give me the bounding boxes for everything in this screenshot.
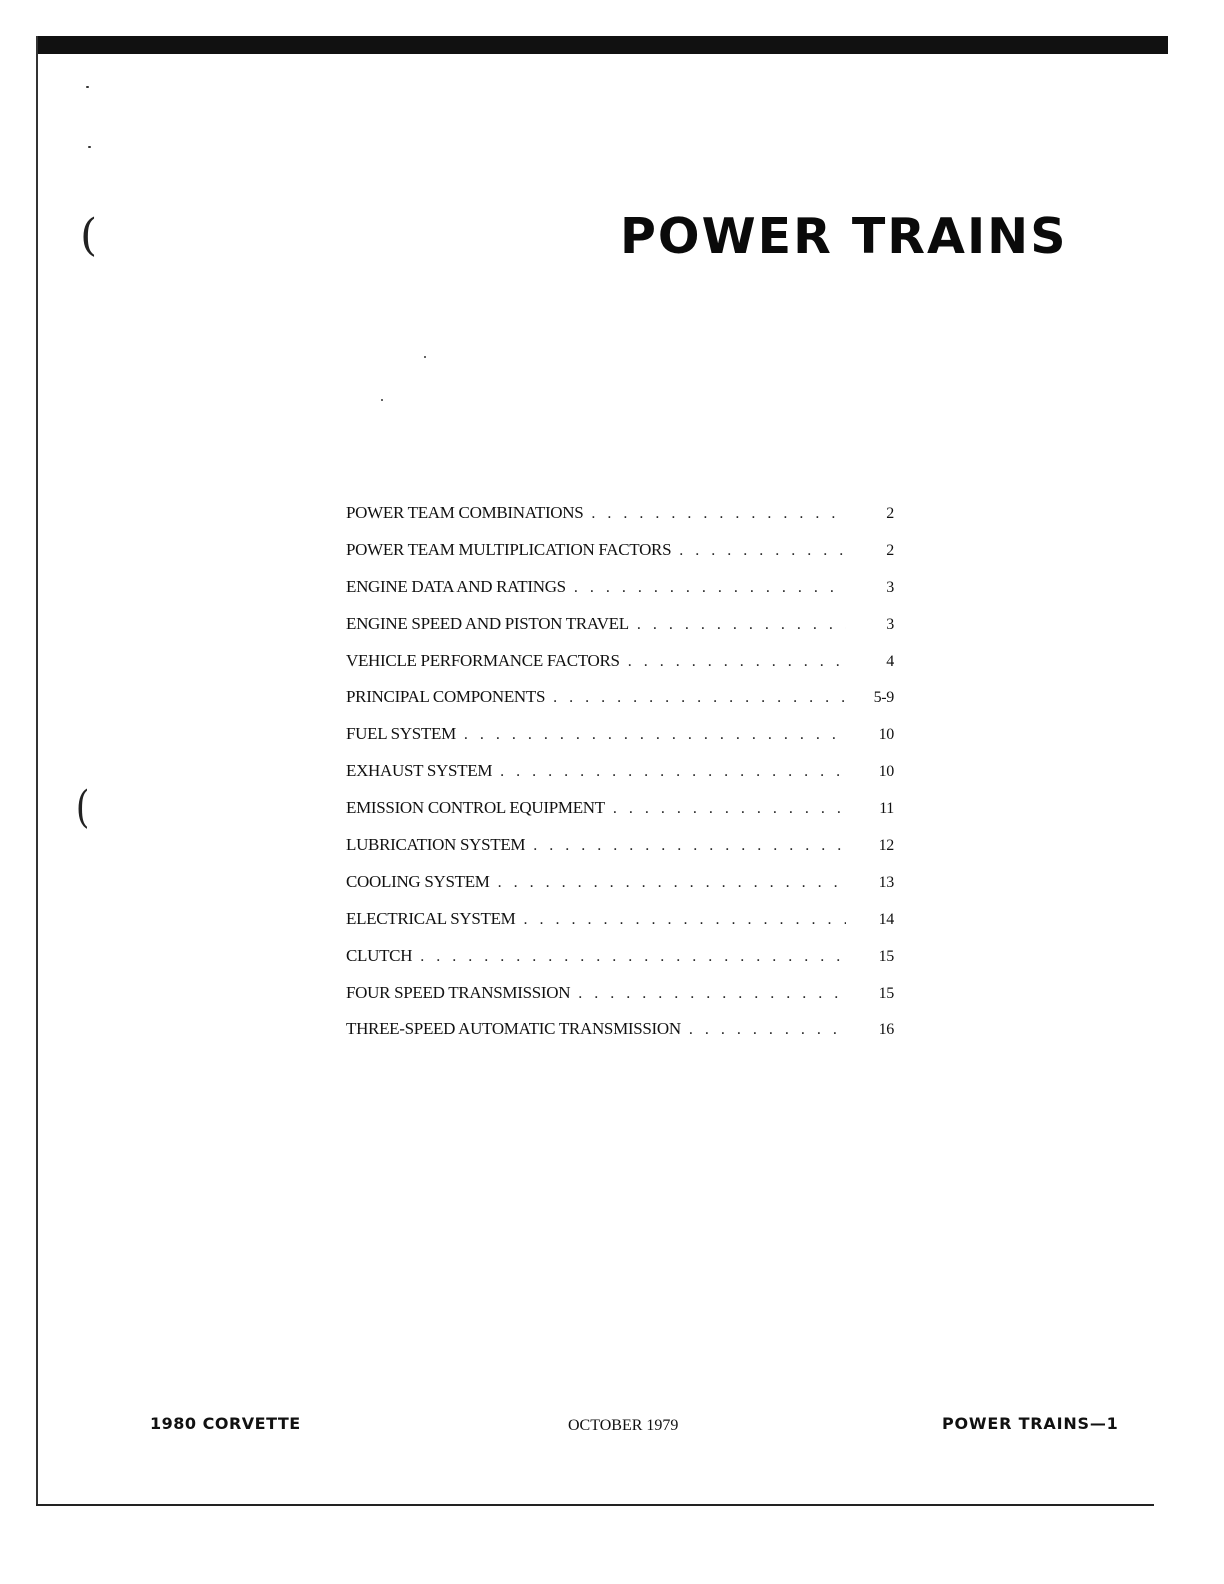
toc-dot-leader	[498, 874, 846, 892]
toc-entry-page: 13	[878, 873, 894, 891]
scan-speck	[88, 146, 91, 148]
toc-entry-label: EMISSION CONTROL EQUIPMENT	[346, 798, 605, 818]
toc-entry-label: FUEL SYSTEM	[346, 724, 456, 744]
toc-dot-leader	[591, 505, 846, 523]
toc-entry	[346, 687, 894, 724]
bottom-border-rule	[36, 1504, 1154, 1506]
toc-dot-leader	[464, 726, 846, 744]
toc-dot-leader	[637, 616, 846, 634]
toc-entry	[346, 1019, 894, 1056]
toc-entry-page: 10	[878, 726, 894, 744]
toc-entry	[346, 614, 894, 651]
toc-entry-label: POWER TEAM COMBINATIONS	[346, 503, 584, 522]
table-of-contents	[346, 503, 894, 1056]
toc-entry	[346, 651, 894, 688]
toc-entry-label: COOLING SYSTEM	[346, 871, 490, 891]
toc-entry-label: ELECTRICAL SYSTEM	[346, 908, 516, 928]
toc-dot-leader	[553, 689, 846, 707]
toc-entry-page: 5-9	[873, 689, 894, 707]
toc-entry-page: 12	[878, 837, 894, 855]
toc-entry-page: 15	[878, 984, 894, 1002]
top-border-bar	[36, 36, 1168, 54]
toc-dot-leader	[523, 911, 846, 929]
left-border-rule	[36, 36, 38, 1506]
scan-speck	[424, 356, 426, 358]
toc-entry-label: EXHAUST SYSTEM	[346, 761, 493, 781]
toc-entry-page: 14	[878, 910, 894, 928]
toc-entry-label: THREE-SPEED AUTOMATIC TRANSMISSION	[346, 1019, 681, 1039]
toc-entry-page: 11	[879, 800, 894, 818]
toc-entry-label: PRINCIPAL COMPONENTS	[346, 687, 546, 707]
toc-dot-leader	[689, 1021, 846, 1039]
toc-dot-leader	[533, 837, 846, 855]
toc-dot-leader	[500, 763, 846, 781]
toc-dot-leader	[574, 579, 846, 597]
toc-dot-leader	[420, 948, 846, 966]
scan-speck	[86, 86, 89, 88]
toc-entry-label: CLUTCH	[346, 945, 413, 965]
toc-entry-label: ENGINE DATA AND RATINGS	[346, 576, 566, 596]
toc-entry	[346, 577, 894, 614]
footer-page-number: POWER TRAINS—1	[942, 1414, 1119, 1433]
toc-entry	[346, 946, 894, 983]
toc-entry-label: FOUR SPEED TRANSMISSION	[346, 982, 571, 1002]
toc-dot-leader	[628, 653, 846, 671]
toc-entry	[346, 835, 894, 872]
toc-entry-label: VEHICLE PERFORMANCE FACTORS	[346, 650, 620, 670]
toc-entry-page: 3	[886, 615, 894, 633]
toc-entry-page: 10	[878, 763, 894, 781]
toc-dot-leader	[679, 542, 846, 560]
toc-entry-page: 3	[886, 578, 894, 596]
toc-entry	[346, 909, 894, 946]
toc-entry-page: 2	[886, 541, 894, 559]
toc-entry-label: LUBRICATION SYSTEM	[346, 835, 526, 855]
toc-entry	[346, 872, 894, 909]
toc-entry-page: 16	[878, 1021, 894, 1039]
toc-entry-label: ENGINE SPEED AND PISTON TRAVEL	[346, 613, 629, 633]
toc-entry	[346, 761, 894, 798]
footer-model: 1980 CORVETTE	[150, 1414, 301, 1433]
toc-entry	[346, 503, 894, 540]
toc-entry	[346, 983, 894, 1020]
toc-dot-leader	[578, 985, 846, 1003]
toc-entry-page: 2	[886, 505, 894, 522]
toc-entry-label: POWER TEAM MULTIPLICATION FACTORS	[346, 539, 672, 559]
toc-entry	[346, 798, 894, 835]
toc-entry	[346, 724, 894, 761]
footer-date: OCTOBER 1979	[568, 1417, 679, 1434]
page-title: POWER TRAINS	[620, 207, 1068, 265]
scan-speck	[381, 399, 383, 401]
toc-entry-page: 4	[886, 652, 894, 670]
punch-hole-mark-lower: (	[75, 782, 90, 833]
punch-hole-mark-upper: (	[80, 210, 98, 261]
toc-entry	[346, 540, 894, 577]
toc-dot-leader	[613, 800, 846, 818]
toc-entry-page: 15	[878, 947, 894, 965]
